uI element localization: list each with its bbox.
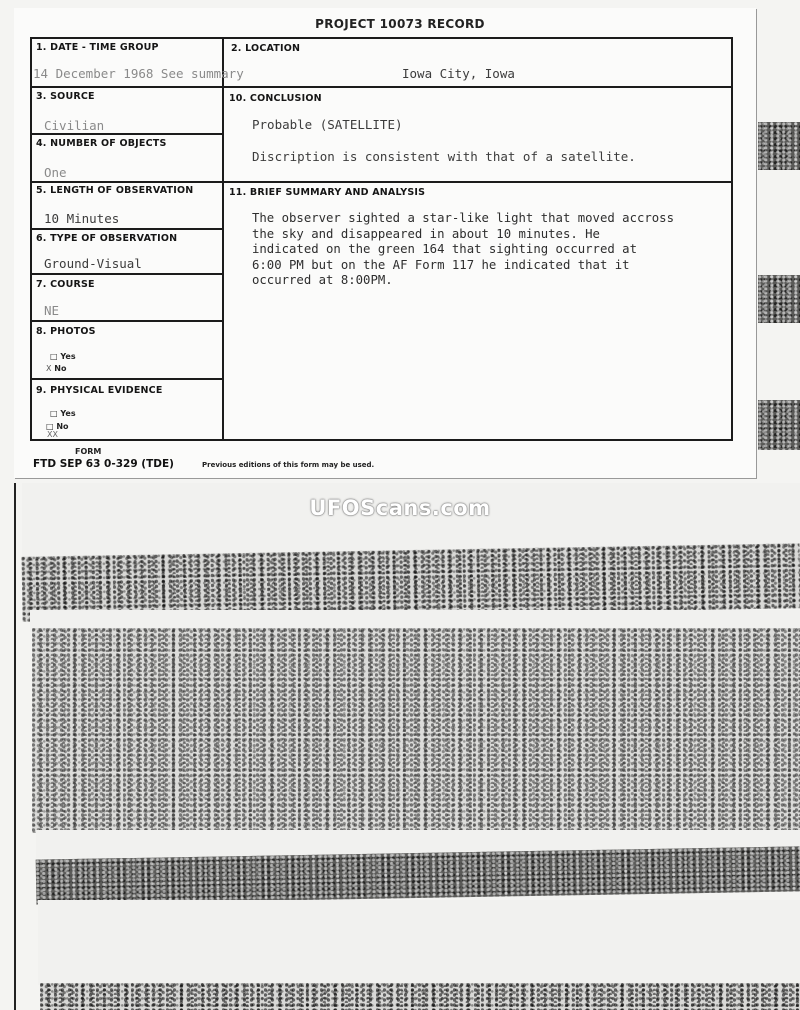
watermark: UFOScans.com — [309, 496, 491, 520]
summary-label: 11. BRIEF SUMMARY AND ANALYSIS — [229, 187, 426, 198]
conclusion-line-1: Probable (SATELLITE) — [252, 117, 403, 132]
grid-divider-vertical — [222, 39, 224, 439]
margin-strip-2 — [758, 275, 800, 323]
summary-line: The observer sighted a star-like light that moved accross — [252, 211, 674, 225]
photos-no-mark: X — [46, 364, 52, 373]
course-value: NE — [44, 303, 60, 318]
footer-form-word: FORM — [75, 447, 102, 456]
photos-label: 8. PHOTOS — [36, 326, 96, 337]
summary-line: occurred at 8:00PM. — [252, 273, 393, 287]
type-of-observation-value: Ground-Visual — [44, 256, 142, 271]
physical-evidence-no-label: No — [56, 422, 69, 431]
grid-row-line — [32, 273, 222, 275]
margin-strip-3 — [758, 400, 800, 450]
grid-row-line — [32, 181, 731, 183]
grid-row-line — [32, 320, 222, 322]
summary-line: the sky and disappeared in about 10 minutes. He — [252, 226, 600, 241]
summary-line: 6:00 PM but on the AF Form 117 he indicated that it — [252, 257, 630, 272]
physical-evidence-label: 9. PHYSICAL EVIDENCE — [36, 385, 163, 396]
number-of-objects-value: One — [44, 165, 67, 180]
type-of-observation-label: 6. TYPE OF OBSERVATION — [36, 233, 178, 244]
photos-no-label: No — [54, 364, 67, 373]
physical-evidence-yes-checkbox: □ Yes — [50, 409, 76, 418]
photos-yes-checkbox: □ Yes — [50, 352, 76, 361]
grid-row-line — [32, 228, 222, 230]
grid-row-line — [32, 86, 731, 88]
physical-evidence-mark: XX — [47, 430, 58, 439]
number-of-objects-label: 4. NUMBER OF OBJECTS — [36, 138, 167, 149]
conclusion-label: 10. CONCLUSION — [229, 93, 322, 104]
photos-yes-label: Yes — [60, 352, 76, 361]
film-strip-band-4 — [40, 983, 800, 1010]
location-label: 2. LOCATION — [231, 43, 301, 54]
form-title: PROJECT 10073 RECORD — [315, 17, 485, 31]
film-frame-bottom — [38, 900, 800, 985]
film-strip-band-2 — [32, 628, 800, 833]
location-value: Iowa City, Iowa — [402, 66, 515, 81]
source-label: 3. SOURCE — [36, 91, 95, 102]
conclusion-line-2: Discription is consistent with that of a satellite. — [252, 149, 636, 164]
length-of-observation-value: 10 Minutes — [44, 211, 120, 226]
scan-edge-left — [14, 483, 16, 1010]
physical-evidence-no-checkbox: □ No — [46, 422, 69, 431]
physical-evidence-yes-label: Yes — [60, 409, 76, 418]
grid-row-line — [32, 378, 222, 380]
summary-line: indicated on the green 164 that sighting occurred at — [252, 242, 637, 256]
date-time-group-label: 1. DATE - TIME GROUP — [36, 42, 159, 53]
date-time-group-value: 14 December 1968 See summary — [33, 66, 244, 81]
course-label: 7. COURSE — [36, 279, 95, 290]
grid-row-line — [32, 133, 222, 135]
length-of-observation-label: 5. LENGTH OF OBSERVATION — [36, 185, 194, 196]
footer-form-id: FTD SEP 63 0-329 (TDE) — [33, 458, 174, 470]
margin-strip-1 — [758, 122, 800, 170]
summary-text — [252, 211, 722, 289]
source-value: Civilian — [44, 118, 105, 133]
footer-note: Previous editions of this form may be used. — [202, 461, 375, 469]
photos-no-checkbox — [46, 364, 66, 373]
